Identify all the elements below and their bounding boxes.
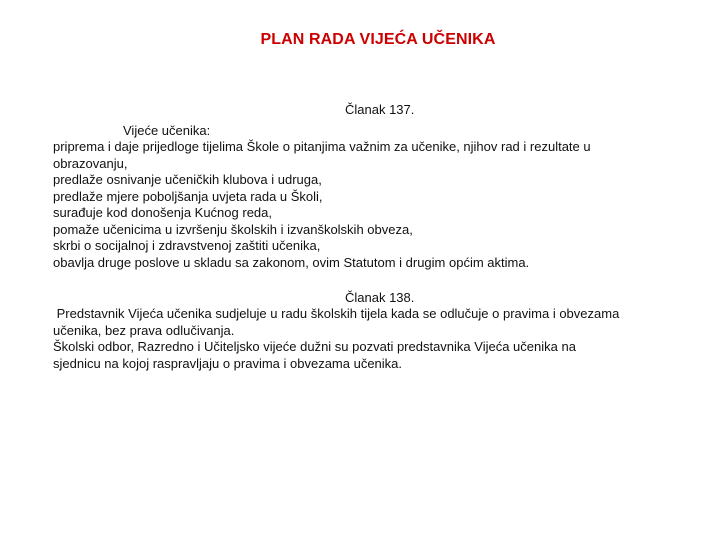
article-137-line: predlaže osnivanje učeničkih klubova i udruga, xyxy=(53,172,322,187)
article-138-body xyxy=(53,306,619,372)
article-137-line: obavlja druge poslove u skladu sa zakonom, ovim Statutom i drugim općim aktima. xyxy=(53,254,530,270)
article-137-line: surađuje kod donošenja Kućnog reda, xyxy=(53,205,272,220)
article-137-line: predlaže mjere poboljšanja uvjeta rada u Školi, xyxy=(53,188,323,204)
article-138-heading: Članak 138. xyxy=(345,290,415,305)
article-138-line: Predstavnik Vijeća učenika sudjeluje u radu školskih tijela kada se odlučuje o pravima i obvezama xyxy=(53,306,620,321)
article-138-line: sjednicu na kojoj raspravljaju o pravima i obvezama učenika. xyxy=(53,355,403,371)
article-137-intro: Vijeće učenika: xyxy=(123,123,211,138)
article-137-line: priprema i daje prijedloge tijelima Škole o pitanjima važnim za učenike, njihov rad i rezultate u xyxy=(53,139,591,154)
article-137-line: skrbi o socijalnoj i zdravstvenoj zaštiti učenika, xyxy=(53,238,321,253)
article-137-line: obrazovanju, xyxy=(53,155,128,171)
page-title: PLAN RADA VIJEĆA UČENIKA xyxy=(260,31,496,48)
article-137-line: pomaže učenicima u izvršenju školskih i izvanškolskih obveza, xyxy=(53,221,413,237)
article-137-list xyxy=(53,139,591,271)
article-138-line: Školski odbor, Razredno i Učiteljsko vijeće dužni su pozvati predstavnika Vijeća učenika na xyxy=(53,339,576,354)
article-138-line: učenika, bez prava odlučivanja. xyxy=(53,322,235,338)
article-137-heading: Članak 137. xyxy=(345,102,415,117)
